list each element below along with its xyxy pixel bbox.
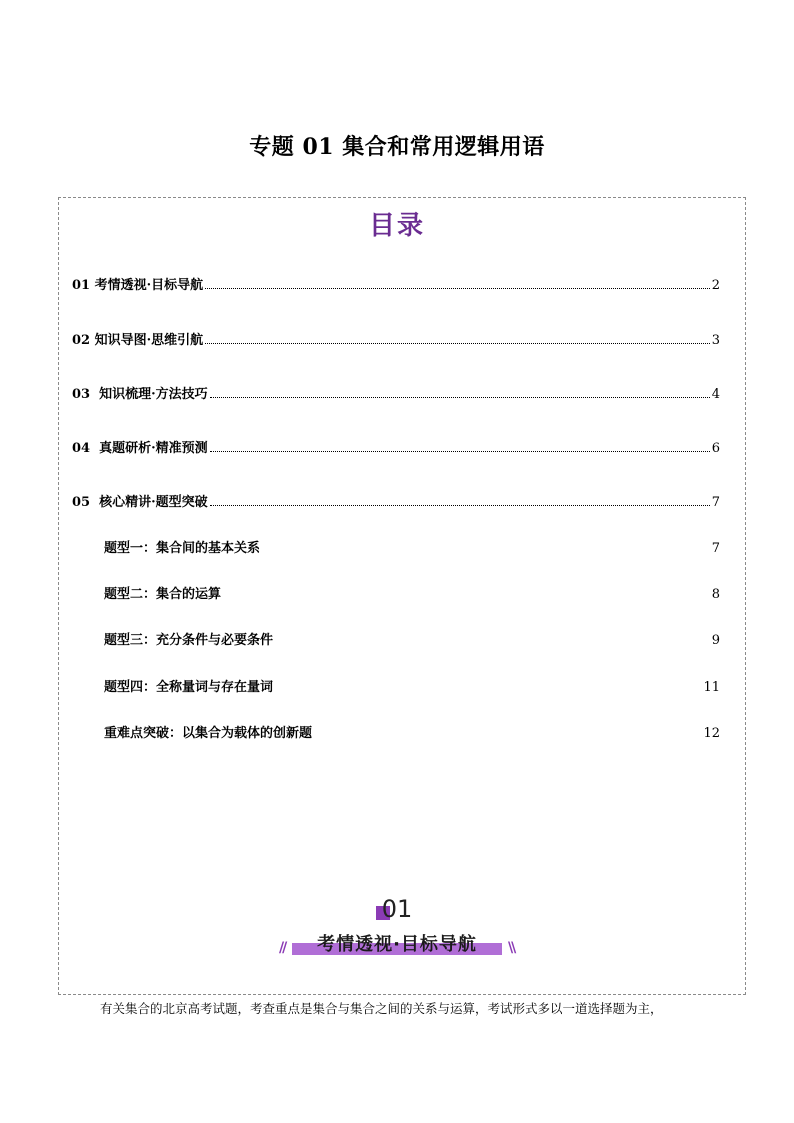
slash-deco-icon: \\ xyxy=(508,940,515,956)
toc-entry-page: 3 xyxy=(711,333,720,348)
toc-subentry-page: 9 xyxy=(711,633,720,648)
toc-entry-page: 7 xyxy=(711,495,720,510)
toc-subentry-page: 7 xyxy=(711,541,720,556)
toc-subentry-label: 重难点突破：以集合为载体的创新题 xyxy=(104,726,313,741)
toc-entry-page: 6 xyxy=(711,441,720,456)
page-title: 专题 01 集合和常用逻辑用语 xyxy=(249,134,545,160)
toc-subentry-3[interactable] xyxy=(104,629,720,649)
section-title: 考情透视·目标导航 xyxy=(317,934,477,955)
toc-subentry-5[interactable] xyxy=(104,722,720,742)
dot-leader xyxy=(210,385,710,398)
toc-subentry-1[interactable] xyxy=(104,537,720,557)
toc-subentry-label: 题型一：集合间的基本关系 xyxy=(104,541,261,556)
dot-leader xyxy=(205,331,710,344)
toc-subentry-page: 8 xyxy=(711,587,720,602)
slash-deco-icon: // xyxy=(279,940,286,956)
toc-subentry-page: 11 xyxy=(703,680,720,695)
toc-entry-label: 03 知识梳理·方法技巧 xyxy=(72,387,208,402)
section-number: 01 xyxy=(381,895,413,923)
toc-subentry-4[interactable] xyxy=(104,676,720,696)
body-paragraph: 有关集合的北京高考试题，考查重点是集合与集合之间的关系与运算，考试形式多以一道选择题为主， xyxy=(100,1001,663,1016)
toc-entry-3[interactable] xyxy=(72,383,720,403)
toc-entry-1[interactable] xyxy=(72,274,720,294)
toc-entry-5[interactable] xyxy=(72,491,720,511)
toc-entry-page: 4 xyxy=(711,387,720,402)
toc-entry-label: 01 考情透视·目标导航 xyxy=(72,278,204,293)
dot-leader xyxy=(210,439,710,452)
toc-entry-2[interactable] xyxy=(72,329,720,349)
toc-subentry-label: 题型二：集合的运算 xyxy=(104,587,222,602)
dot-leader xyxy=(205,276,710,289)
toc-heading: 目录 xyxy=(368,211,425,241)
toc-subentry-page: 12 xyxy=(703,726,720,741)
toc-entry-label: 04 真题研析·精准预测 xyxy=(72,441,208,456)
dot-leader xyxy=(210,493,710,506)
toc-entry-label: 05 核心精讲·题型突破 xyxy=(72,495,208,510)
toc-subentry-2[interactable] xyxy=(104,583,720,603)
toc-subentry-label: 题型四：全称量词与存在量词 xyxy=(104,680,274,695)
toc-entry-page: 2 xyxy=(711,278,720,293)
toc-subentry-label: 题型三：充分条件与必要条件 xyxy=(104,633,274,648)
toc-entry-4[interactable] xyxy=(72,437,720,457)
toc-entry-label: 02 知识导图·思维引航 xyxy=(72,333,204,348)
